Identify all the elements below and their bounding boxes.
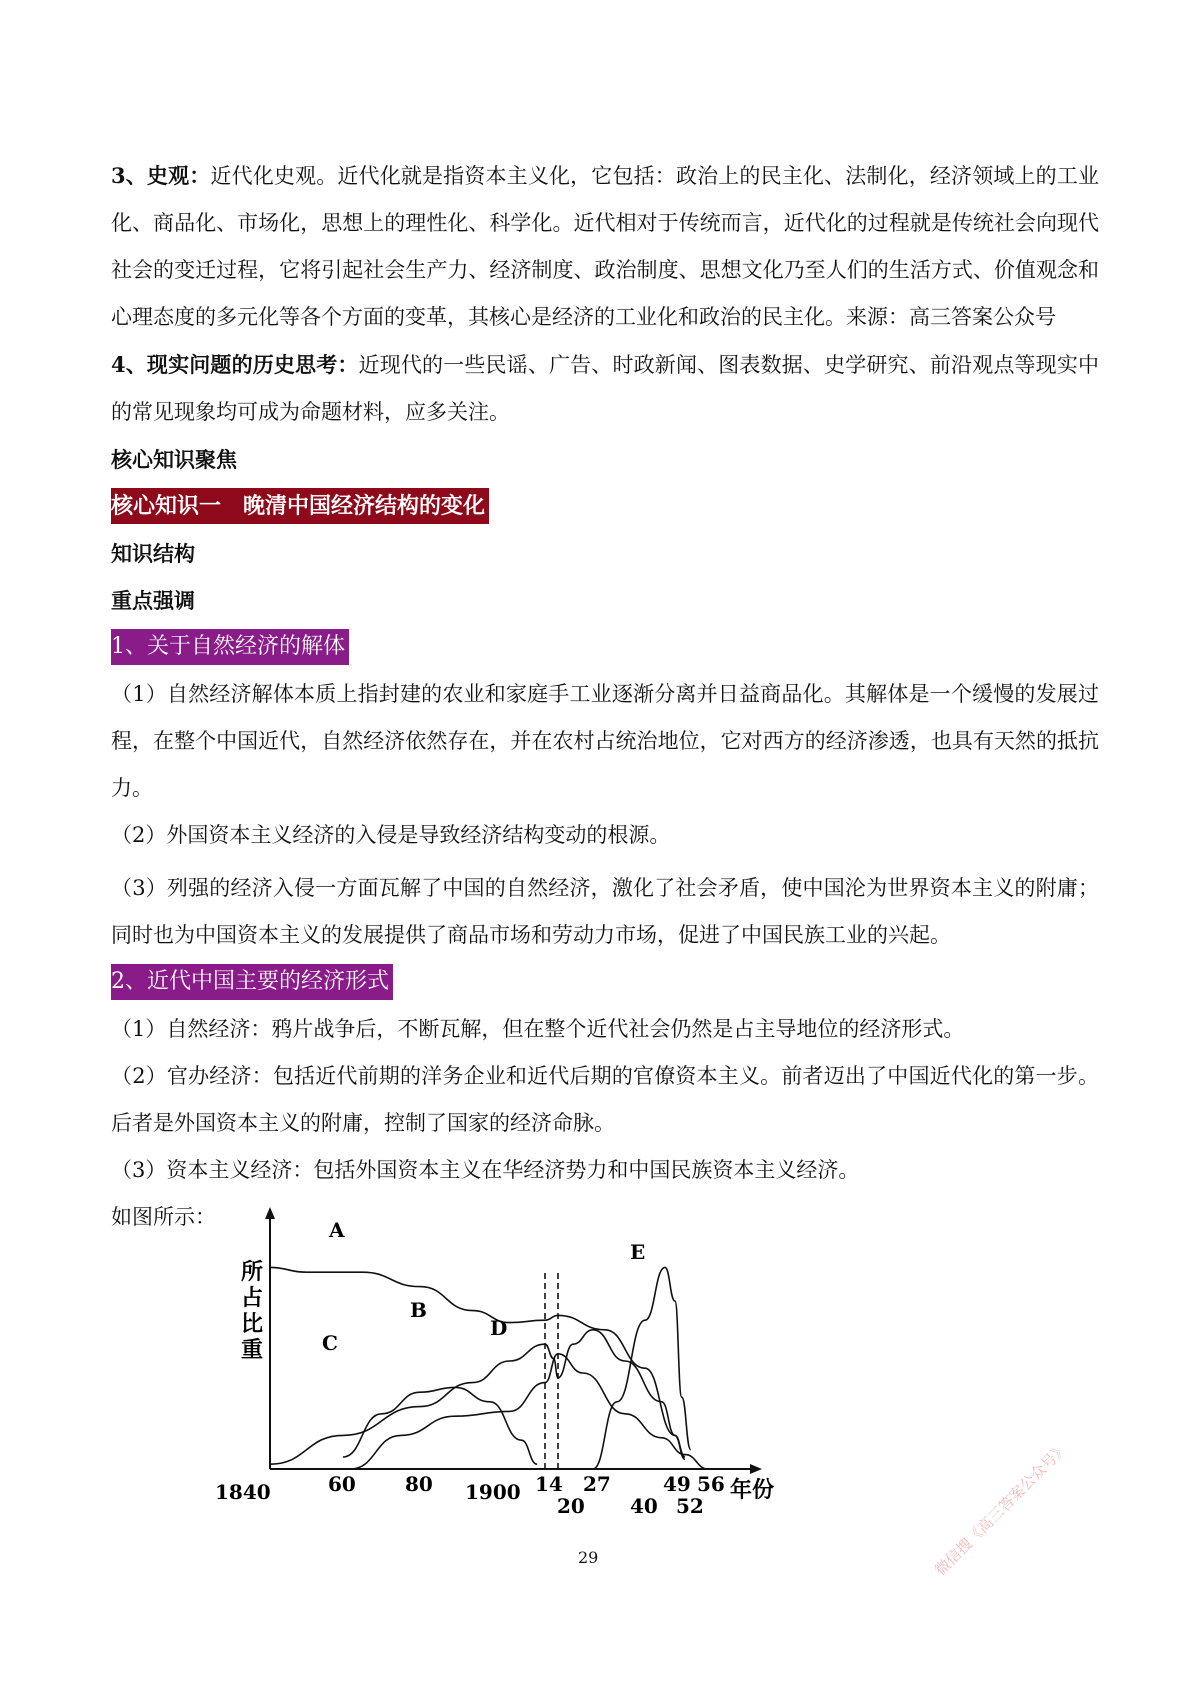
paragraph-4-text: 近现代的一些民谣、广告、时政新闻、图表数据、史学研究、前沿观点等现实中的常见现象均可成为命题材料，应多关注。 xyxy=(111,353,1099,424)
x-tick-label-5: 20 xyxy=(557,1494,585,1518)
x-tick-label-2: 80 xyxy=(405,1472,433,1496)
series-label-D: D xyxy=(490,1316,508,1340)
heading-knowledge-structure: 知识结构 xyxy=(111,541,195,566)
x-tick-label-6: 27 xyxy=(583,1472,611,1496)
x-tick-label-0: 1840 xyxy=(215,1480,271,1504)
item-1-3: （3）列强的经济入侵一方面瓦解了中国的自然经济，激化了社会矛盾，使中国沦为世界资本主义的附庸；同时也为中国资本主义的发展提供了商品市场和劳动力市场，促进了中国民族工业的兴起。 xyxy=(111,876,1099,947)
x-tick-label-7: 40 xyxy=(630,1494,658,1518)
x-tick-label-9: 52 xyxy=(676,1494,704,1518)
y-axis-label: 所占比重 xyxy=(241,1259,264,1363)
section-bar-core-one: 核心知识一 晚清中国经济结构的变化 xyxy=(111,488,489,524)
heading-emphasis: 重点强调 xyxy=(111,588,195,613)
item-2-3: （3）资本主义经济：包括外国资本主义在华经济势力和中国民族资本主义经济。 xyxy=(111,1158,860,1182)
x-tick-label-8: 49 xyxy=(663,1472,691,1496)
series-line-A xyxy=(270,1267,685,1457)
heading-core-knowledge: 核心知识聚焦 xyxy=(111,447,237,472)
paragraph-3-label: 3、史观： xyxy=(111,163,211,188)
paragraph-3-text: 近代化史观。近代化就是指资本主义化，它包括：政治上的民主化、法制化，经济领域上的工业化、商品化、市场化，思想上的理性化、科学化。近代相对于传统而言，近代化的过程就是传统社会向现代社会的变迁过程，它将引起社会生产力、经济制度、政治制度、思想文化乃至人们的生活方式、价值观念和心理态度的多元化等各个方面的变革，其核心是经济的工业化和政治的民主化。来源：高三答案公众号 xyxy=(111,164,1099,329)
x-axis-arrow xyxy=(750,1464,762,1474)
section-bar-wrapper xyxy=(111,483,1099,530)
section-bar-wrapper-1 xyxy=(111,624,1099,671)
paragraph-4-label: 4、现实问题的历史思考： xyxy=(111,352,359,377)
series-label-B: B xyxy=(410,1298,427,1322)
series-label-C: C xyxy=(322,1331,338,1355)
x-axis-label: 年份 xyxy=(730,1477,775,1503)
y-axis-arrow xyxy=(265,1207,275,1219)
section-bar-wrapper-2 xyxy=(111,959,1099,1006)
watermark: 微信搜《高三答案公众号》 xyxy=(931,1439,1072,1580)
series-label-A: A xyxy=(329,1218,345,1242)
section-bar-natural-economy: 1、关于自然经济的解体 xyxy=(111,629,349,665)
item-1-2: （2）外国资本主义经济的入侵是导致经济结构变动的根源。 xyxy=(111,823,671,847)
x-tick-label-1: 60 xyxy=(328,1472,356,1496)
series-label-E: E xyxy=(630,1240,646,1264)
x-tick-label-3: 1900 xyxy=(465,1480,521,1504)
x-tick-label-10: 56 xyxy=(697,1472,725,1496)
page-number: 29 xyxy=(578,1548,599,1567)
figure-intro: 如图所示： xyxy=(111,1205,216,1229)
section-bar-economic-forms: 2、近代中国主要的经济形式 xyxy=(111,964,393,1000)
economy-share-chart xyxy=(215,1207,865,1547)
item-2-2: （2）官办经济：包括近代前期的洋务企业和近代后期的官僚资本主义。前者迈出了中国近代化的第一步。后者是外国资本主义的附庸，控制了国家的经济命脉。 xyxy=(111,1064,1099,1135)
paragraph-3 xyxy=(111,152,1099,341)
paragraph-4 xyxy=(111,341,1099,436)
item-2-1: （1）自然经济：鸦片战争后，不断瓦解，但在整个近代社会仍然是占主导地位的经济形式。 xyxy=(111,1017,965,1041)
item-1-1: （1）自然经济解体本质上指封建的农业和家庭手工业逐渐分离并日益商品化。其解体是一个缓慢的发展过程，在整个中国近代，自然经济依然存在，并在农村占统治地位，它对西方的经济渗透，也具有天然的抵抗力。 xyxy=(111,682,1099,800)
document-content xyxy=(111,152,1099,1241)
x-tick-label-4: 14 xyxy=(535,1472,563,1496)
